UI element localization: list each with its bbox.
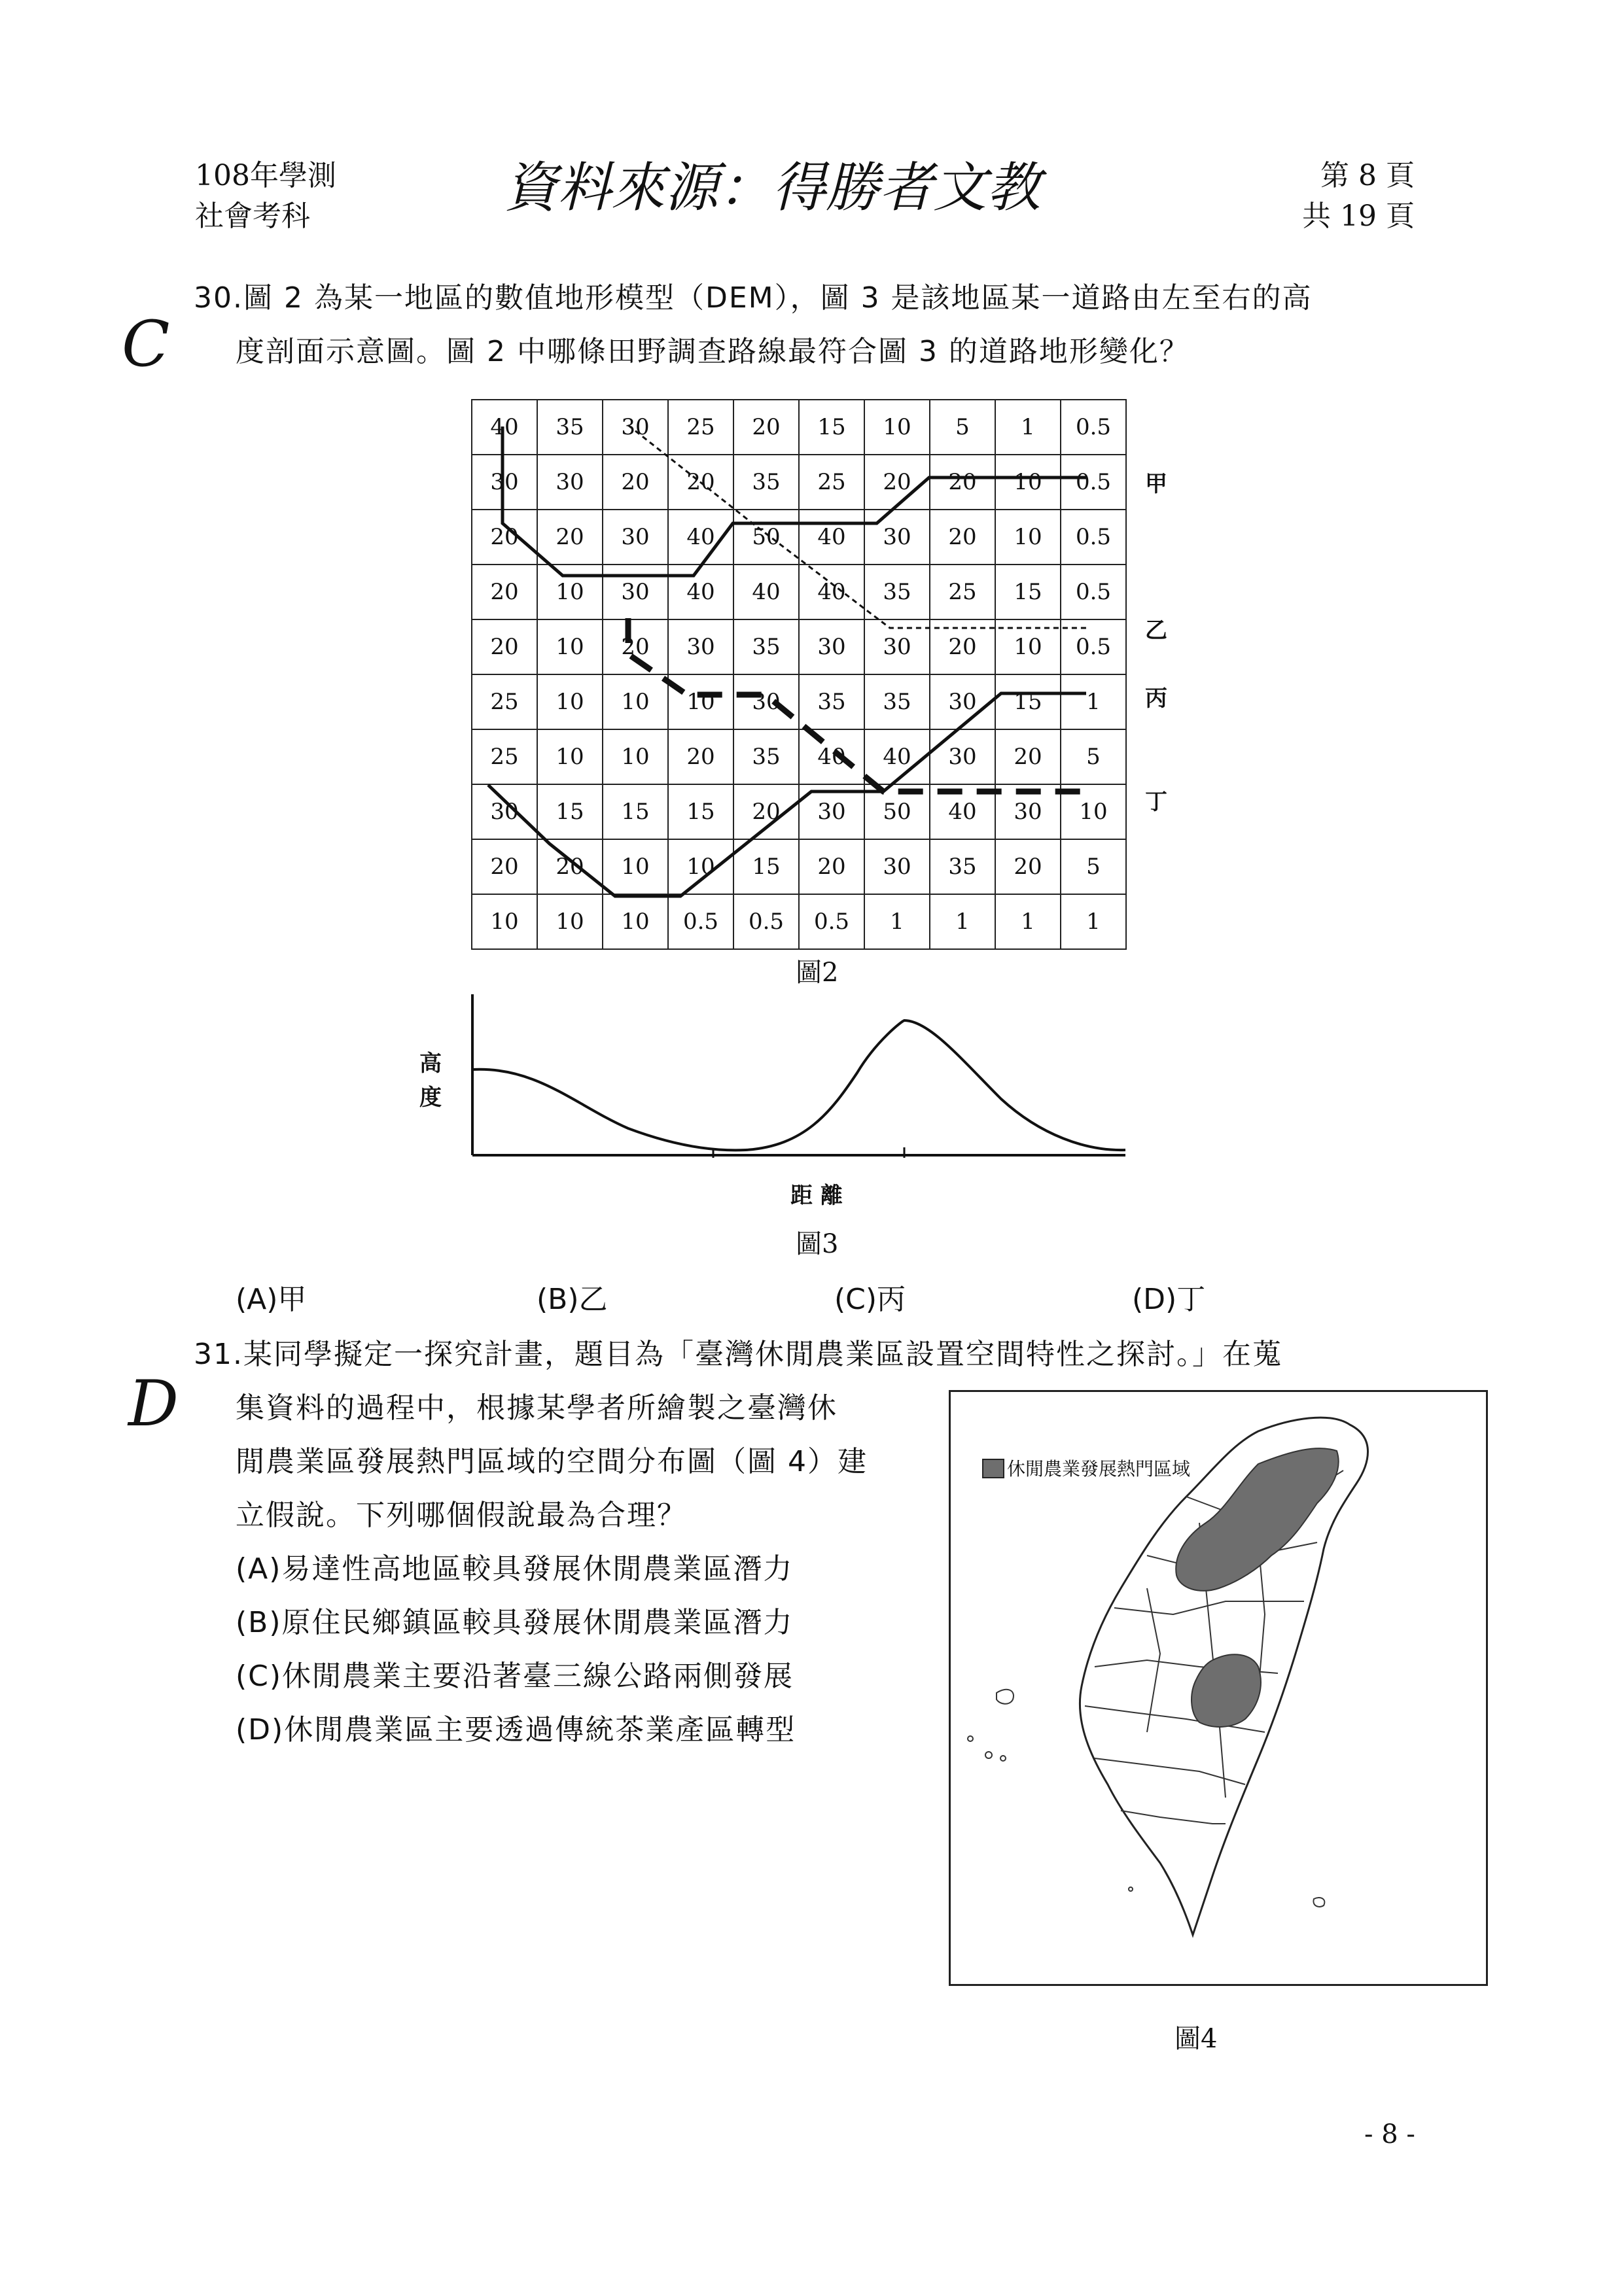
- dem-cell: 1: [995, 894, 1061, 949]
- dem-cell: 10: [603, 894, 668, 949]
- dem-cell: 20: [603, 455, 668, 510]
- q31-text-line1: 31.某同學擬定一探究計畫，題目為「臺灣休閒農業區設置空間特性之探討。」在蒐: [194, 1338, 1282, 1371]
- dem-cell: 35: [799, 674, 864, 729]
- route-label-yi: 乙: [1145, 617, 1167, 644]
- dem-cell: 10: [668, 839, 733, 894]
- dem-cell: 20: [995, 729, 1061, 784]
- profile-x-label: 距 離: [790, 1183, 843, 1209]
- dem-cell: 15: [603, 784, 668, 839]
- dem-cell: 30: [930, 729, 995, 784]
- dem-cell: 30: [668, 619, 733, 674]
- q31-option-d: (D)休閒農業區主要透過傳統茶業產區轉型: [236, 1713, 796, 1747]
- q31-option-b: (B)原住民鄉鎮區較具發展休閒農業區潛力: [236, 1606, 794, 1639]
- dem-cell: 20: [733, 784, 799, 839]
- dem-cell: 30: [864, 510, 930, 565]
- dem-cell: 15: [537, 784, 603, 839]
- dem-cell: 10: [603, 674, 668, 729]
- dem-cell: 25: [668, 400, 733, 455]
- dem-cell: 10: [603, 839, 668, 894]
- profile-y-label: 高度: [419, 1051, 442, 1111]
- dem-cell: 0.5: [1061, 619, 1126, 674]
- route-label-ding: 丁: [1145, 789, 1167, 815]
- dem-cell: 30: [472, 784, 537, 839]
- dem-cell: 30: [799, 784, 864, 839]
- dem-cell: 15: [995, 565, 1061, 619]
- dem-cell: 5: [1061, 839, 1126, 894]
- dem-cell: 20: [930, 619, 995, 674]
- dem-cell: 10: [472, 894, 537, 949]
- q30-text-line1: 30.圖 2 為某一地區的數值地形模型（DEM），圖 3 是該地區某一道路由左至右的高: [194, 281, 1313, 315]
- dem-cell: 10: [537, 619, 603, 674]
- profile-curve: [472, 1020, 1125, 1150]
- dem-cell: 10: [537, 565, 603, 619]
- dem-cell: 0.5: [733, 894, 799, 949]
- dem-cell: 15: [668, 784, 733, 839]
- dem-cell: 20: [472, 619, 537, 674]
- page-footer: - 8 -: [1364, 2119, 1415, 2149]
- dem-cell: 5: [1061, 729, 1126, 784]
- dem-cell: 20: [668, 729, 733, 784]
- dem-cell: 10: [1061, 784, 1126, 839]
- dem-cell: 20: [603, 619, 668, 674]
- dem-cell: 10: [668, 674, 733, 729]
- figure3-caption: 圖3: [796, 1229, 839, 1259]
- q30-option-a: (A)甲: [236, 1283, 307, 1316]
- source-note: 資料來源：得勝者文教: [504, 157, 1040, 219]
- dem-cell: 15: [995, 674, 1061, 729]
- q31-option-a: (A)易達性高地區較具發展休閒農業區潛力: [236, 1552, 794, 1586]
- q31-text-line3: 閒農業區發展熱門區域的空間分布圖（圖 4）建: [236, 1445, 868, 1478]
- dem-cell: 35: [733, 455, 799, 510]
- route-label-bing: 丙: [1145, 686, 1167, 712]
- q31-option-c: (C)休閒農業主要沿著臺三線公路兩側發展: [236, 1660, 794, 1693]
- exam-subject: 社會考科: [195, 200, 310, 233]
- dem-cell: 40: [733, 565, 799, 619]
- dem-cell: 40: [864, 729, 930, 784]
- dem-cell: 40: [472, 400, 537, 455]
- taiwan-map: [951, 1392, 1486, 1984]
- dem-cell: 35: [733, 619, 799, 674]
- dem-cell: 20: [799, 839, 864, 894]
- q31-text-line2: 集資料的過程中，根據某學者所繪製之臺灣休: [236, 1391, 838, 1425]
- q30-option-b: (B)乙: [537, 1283, 608, 1316]
- dem-cell: 35: [864, 565, 930, 619]
- route-label-jia: 甲: [1145, 471, 1167, 497]
- dem-cell: 10: [995, 619, 1061, 674]
- dem-cell: 35: [733, 729, 799, 784]
- dem-cell: 0.5: [799, 894, 864, 949]
- dem-cell: 25: [930, 565, 995, 619]
- dem-cell: 10: [537, 894, 603, 949]
- dem-cell: 20: [995, 839, 1061, 894]
- dem-cell: 10: [537, 729, 603, 784]
- dem-cell: 20: [864, 455, 930, 510]
- dem-cell: 25: [799, 455, 864, 510]
- dem-cell: 15: [733, 839, 799, 894]
- dem-cell: 30: [472, 455, 537, 510]
- dem-cell: 35: [537, 400, 603, 455]
- dem-cell: 30: [603, 510, 668, 565]
- dem-cell: 10: [537, 674, 603, 729]
- dem-cell: 40: [799, 729, 864, 784]
- q30-handwritten-answer: C: [122, 307, 170, 381]
- dem-cell: 1: [1061, 894, 1126, 949]
- dem-cell: 20: [930, 510, 995, 565]
- dem-cell: 25: [472, 674, 537, 729]
- dem-cell: 20: [930, 455, 995, 510]
- legend-label: 休閒農業發展熱門區域: [1007, 1458, 1191, 1480]
- dem-cell: 30: [799, 619, 864, 674]
- dem-cell: 20: [472, 839, 537, 894]
- q31-handwritten-answer: D: [128, 1367, 179, 1440]
- dem-cell: 15: [799, 400, 864, 455]
- dem-cell: 20: [668, 455, 733, 510]
- dem-cell: 20: [537, 510, 603, 565]
- q31-text-line4: 立假說。下列哪個假說最為合理？: [236, 1499, 687, 1532]
- dem-cell: 10: [864, 400, 930, 455]
- dem-cell: 35: [930, 839, 995, 894]
- dem-cell: 20: [472, 565, 537, 619]
- dem-cell: 35: [864, 674, 930, 729]
- dem-cell: 20: [472, 510, 537, 565]
- dem-cell: 10: [995, 455, 1061, 510]
- dem-cell: 1: [864, 894, 930, 949]
- dem-cell: 30: [537, 455, 603, 510]
- dem-cell: 30: [930, 674, 995, 729]
- page-current: 第 8 頁: [1320, 159, 1415, 192]
- dem-cell: 40: [799, 510, 864, 565]
- taiwan-map-frame: [949, 1390, 1488, 1986]
- dem-cell: 0.5: [1061, 455, 1126, 510]
- q30-text-line2: 度剖面示意圖。圖 2 中哪條田野調查路線最符合圖 3 的道路地形變化？: [236, 335, 1190, 368]
- dem-cell: 30: [603, 400, 668, 455]
- dem-cell: 0.5: [668, 894, 733, 949]
- dem-cell: 40: [930, 784, 995, 839]
- dem-cell: 1: [1061, 674, 1126, 729]
- exam-year: 108年學測: [195, 159, 336, 192]
- dem-cell: 10: [995, 510, 1061, 565]
- figure4-caption: 圖4: [1174, 2024, 1218, 2054]
- dem-cell: 0.5: [1061, 565, 1126, 619]
- dem-cell: 50: [864, 784, 930, 839]
- dem-cell: 20: [537, 839, 603, 894]
- dem-cell: 40: [799, 565, 864, 619]
- dem-cell: 1: [995, 400, 1061, 455]
- dem-cell: 30: [864, 619, 930, 674]
- dem-cell: 1: [930, 894, 995, 949]
- dem-cell: 10: [603, 729, 668, 784]
- dem-cell: 0.5: [1061, 510, 1126, 565]
- dem-cell: 5: [930, 400, 995, 455]
- dem-cell: 50: [733, 510, 799, 565]
- dem-cell: 40: [668, 510, 733, 565]
- figure2-caption: 圖2: [796, 958, 839, 988]
- dem-cell: 25: [472, 729, 537, 784]
- dem-cell: 30: [733, 674, 799, 729]
- page-total: 共 19 頁: [1302, 200, 1415, 233]
- dem-cell: 40: [668, 565, 733, 619]
- dem-cell: 30: [603, 565, 668, 619]
- q30-option-d: (D)丁: [1132, 1283, 1206, 1316]
- dem-cell: 0.5: [1061, 400, 1126, 455]
- dem-cell: 30: [864, 839, 930, 894]
- dem-cell: 30: [995, 784, 1061, 839]
- dem-cell: 20: [733, 400, 799, 455]
- q30-option-c: (C)丙: [834, 1283, 906, 1316]
